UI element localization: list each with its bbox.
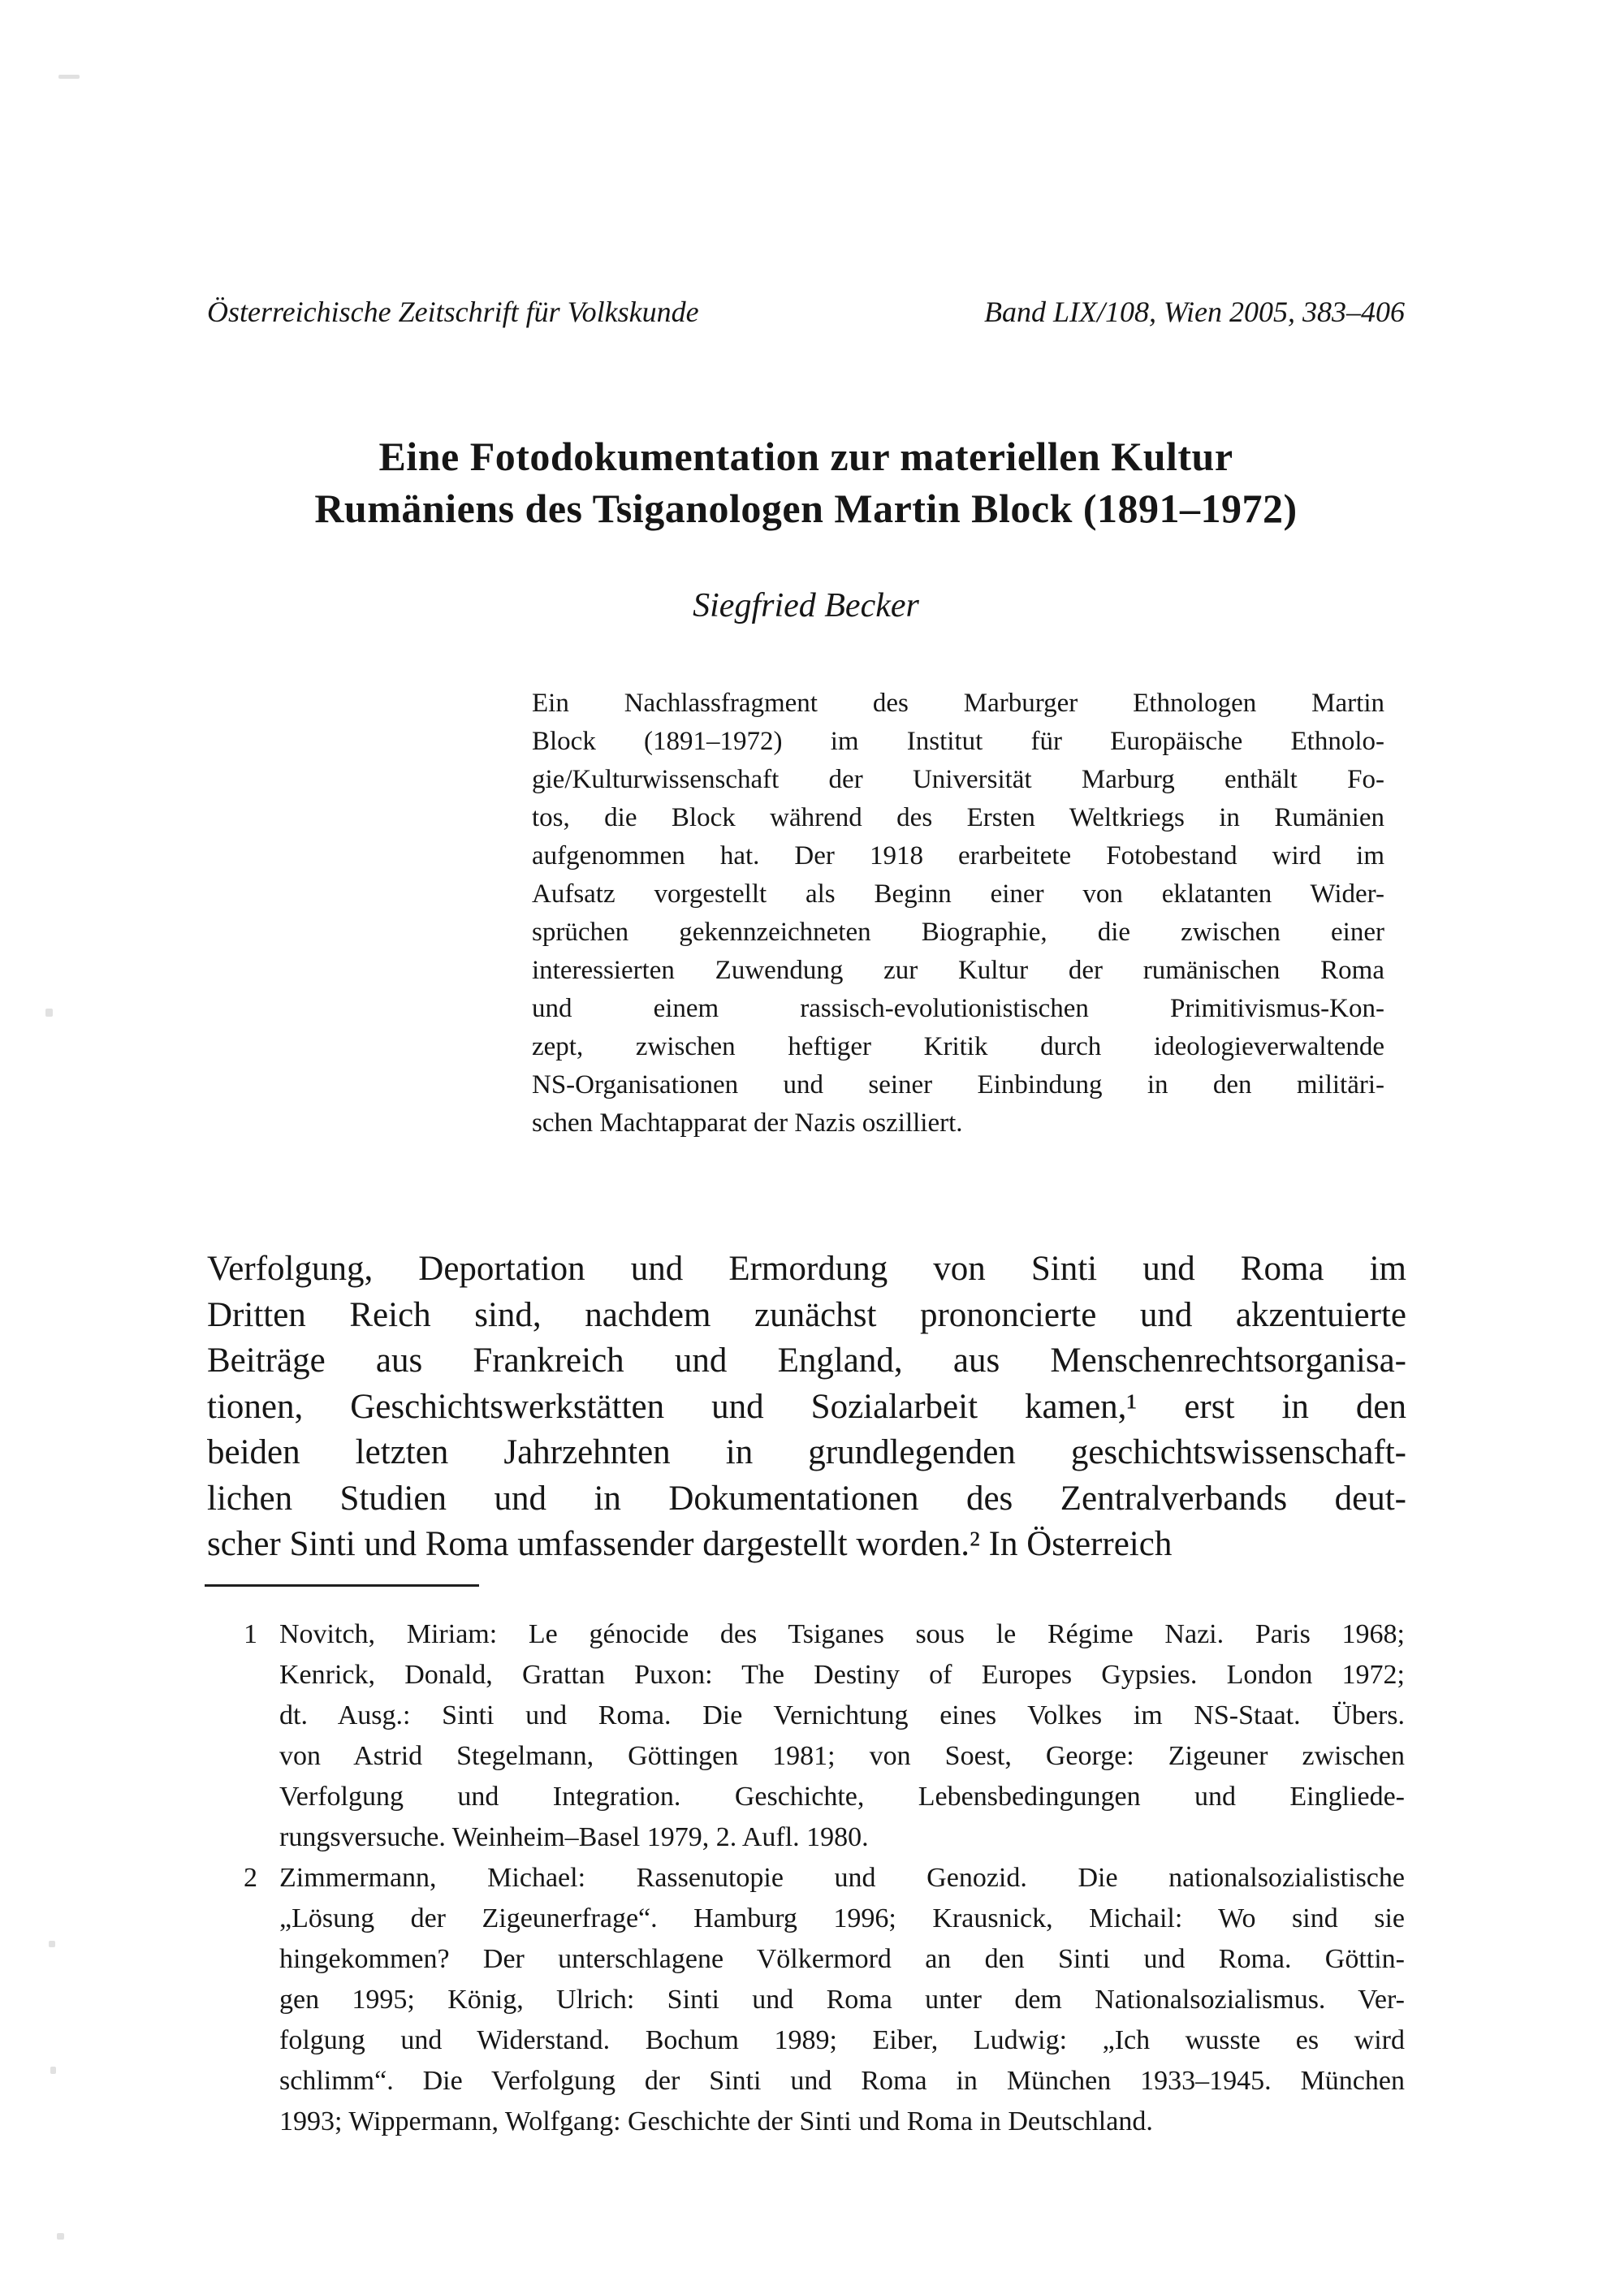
text-line: Kenrick, Donald, Grattan Puxon: The Destiny of Europes Gypsies. London 1972; xyxy=(279,1660,1405,1690)
scan-artifact xyxy=(50,2067,56,2074)
text-line: schen Machtapparat der Nazis oszilliert. xyxy=(532,1108,963,1138)
text-line: schlimm“. Die Verfolgung der Sinti und Roma in München 1933–1945. München xyxy=(279,2066,1405,2096)
footnotes-section xyxy=(244,1614,1405,2142)
text-line: aufgenommen hat. Der 1918 erarbeitete Fotobestand wird im xyxy=(532,841,1384,871)
text-line: und einem rassisch-evolutionistischen Primitivismus-Kon- xyxy=(532,994,1384,1023)
body-paragraph xyxy=(207,1246,1406,1568)
text-line: Novitch, Miriam: Le génocide des Tsiganes sous le Régime Nazi. Paris 1968; xyxy=(279,1619,1405,1649)
text-line: interessierten Zuwendung zur Kultur der rumänischen Roma xyxy=(532,956,1384,985)
scan-artifact xyxy=(49,1941,55,1947)
footnote-text xyxy=(279,1614,1405,1858)
scan-artifact xyxy=(58,75,80,79)
text-line: Verfolgung und Integration. Geschichte, Lebensbedingungen und Eingliede- xyxy=(279,1782,1405,1812)
text-line: scher Sinti und Roma umfassender dargestellt worden.² In Österreich xyxy=(207,1525,1173,1563)
footnote-item xyxy=(244,1614,1405,1858)
abstract-block xyxy=(532,685,1384,1143)
journal-header xyxy=(207,294,1405,330)
text-line: folgung und Widerstand. Bochum 1989; Eiber, Ludwig: „Ich wusste es wird xyxy=(279,2025,1405,2055)
footnote-number: 2 xyxy=(244,1863,257,1893)
text-line: gie/Kulturwissenschaft der Universität Marburg enthält Fo- xyxy=(532,765,1384,794)
text-line: Dritten Reich sind, nachdem zunächst prononcierte und akzentuierte xyxy=(207,1295,1406,1334)
text-line: hingekommen? Der unterschlagene Völkermord an den Sinti und Roma. Göttin- xyxy=(279,1944,1405,1974)
footnote-number: 1 xyxy=(244,1619,257,1649)
text-line: „Lösung der Zigeunerfrage“. Hamburg 1996; Krausnick, Michail: Wo sind sie xyxy=(279,1903,1405,1933)
scan-artifact xyxy=(45,1009,53,1017)
text-line: zept, zwischen heftiger Kritik durch ideologieverwaltende xyxy=(532,1032,1384,1061)
text-line: Verfolgung, Deportation und Ermordung von Sinti und Roma im xyxy=(207,1250,1406,1288)
text-line: gen 1995; König, Ulrich: Sinti und Roma unter dem Nationalsozialismus. Ver- xyxy=(279,1985,1405,2015)
scan-artifact xyxy=(57,2233,64,2240)
article-title xyxy=(126,430,1486,534)
article-title-line1: Eine Fotodokumentation zur materiellen Kultur xyxy=(378,434,1233,479)
text-line: Ein Nachlassfragment des Marburger Ethnologen Martin xyxy=(532,689,1384,718)
footnote-separator xyxy=(205,1584,479,1587)
author-name: Siegfried Becker xyxy=(693,587,919,624)
text-line: lichen Studien und in Dokumentationen des Zentralverbands deut- xyxy=(207,1479,1406,1518)
text-line: tos, die Block während des Ersten Weltkriegs in Rumänien xyxy=(532,803,1384,832)
text-line: von Astrid Stegelmann, Göttingen 1981; von Soest, George: Zigeuner zwischen xyxy=(279,1741,1405,1771)
text-line: dt. Ausg.: Sinti und Roma. Die Vernichtung eines Volkes im NS-Staat. Übers. xyxy=(279,1700,1405,1730)
text-line: Aufsatz vorgestellt als Beginn einer von eklatanten Wider- xyxy=(532,879,1384,909)
footnote-item xyxy=(244,1858,1405,2142)
text-line: Zimmermann, Michael: Rassenutopie und Genozid. Die nationalsozialistische xyxy=(279,1863,1405,1893)
text-line: Block (1891–1972) im Institut für Europäische Ethnolo- xyxy=(532,727,1384,756)
text-line: Beiträge aus Frankreich und England, aus Menschenrechtsorganisa- xyxy=(207,1341,1406,1380)
text-line: NS-Organisationen und seiner Einbindung in den militäri- xyxy=(532,1070,1384,1099)
text-line: tionen, Geschichtswerkstätten und Sozialarbeit kamen,¹ erst in den xyxy=(207,1387,1406,1426)
volume-info: Band LIX/108, Wien 2005, 383–406 xyxy=(984,296,1405,328)
text-line: sprüchen gekennzeichneten Biographie, die zwischen einer xyxy=(532,918,1384,947)
text-line: rungsversuche. Weinheim–Basel 1979, 2. Aufl. 1980. xyxy=(279,1822,869,1852)
article-title-line2: Rumäniens des Tsiganologen Martin Block (1891–1972) xyxy=(314,486,1298,531)
footnote-text xyxy=(279,1858,1405,2142)
journal-name: Österreichische Zeitschrift für Volkskunde xyxy=(207,296,699,328)
text-line: beiden letzten Jahrzehnten in grundlegenden geschichtswissenschaft- xyxy=(207,1433,1406,1471)
text-line: 1993; Wippermann, Wolfgang: Geschichte der Sinti und Roma in Deutschland. xyxy=(279,2106,1153,2136)
